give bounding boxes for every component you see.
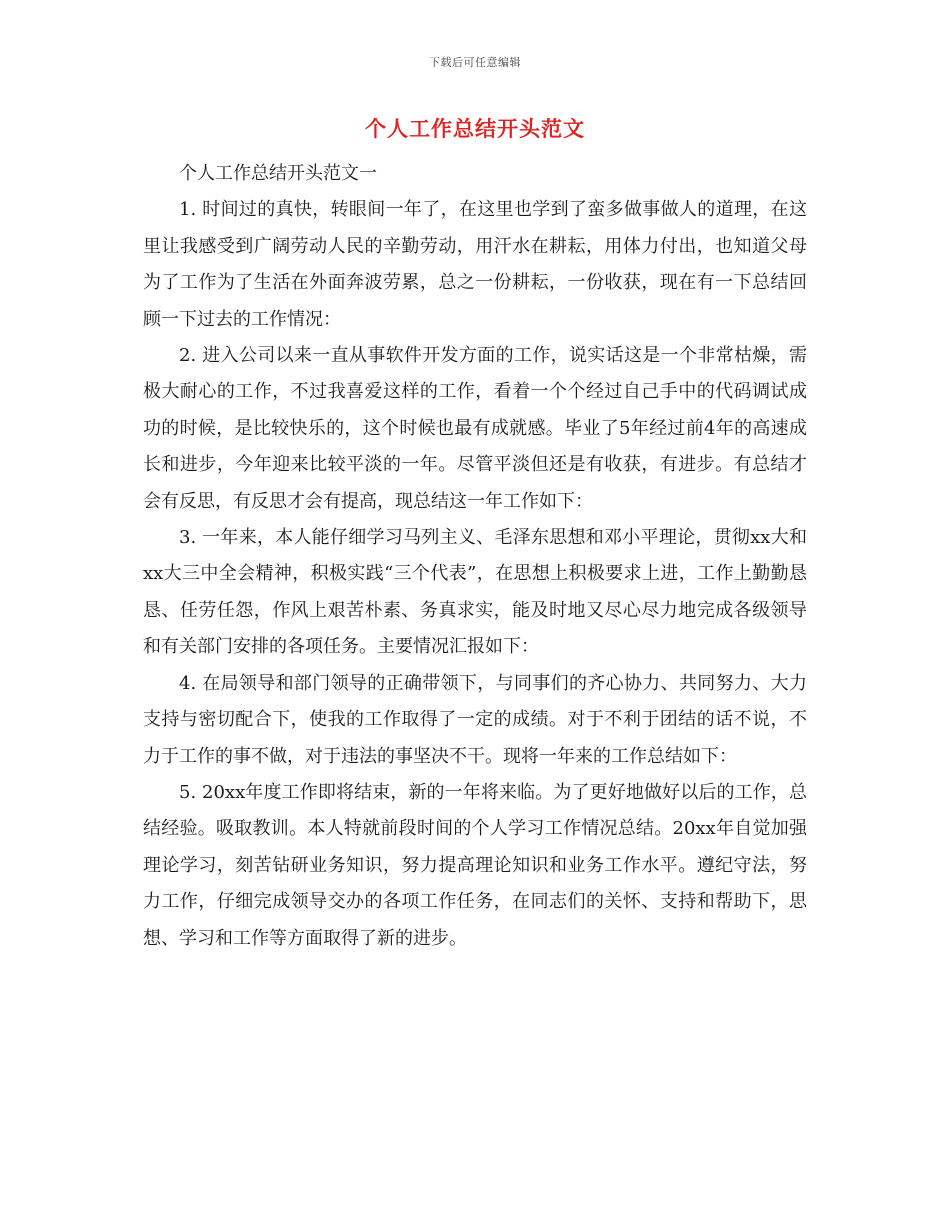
document-title: 个人工作总结开头范文 [365,116,585,141]
section-heading: 个人工作总结开头范文一 [179,163,377,184]
paragraph-2: 2. 进入公司以来一直从事软件开发方面的工作，说实话这是一个非常枯燥，需极大耐心的工作，不过我喜爱这样的工作，看着一个个经过自己手中的代码调试成功的时候，是比较快乐的，这个时候也最有成就感。毕业了5年经过前4年的高速成长和进步，今年迎来比较平淡的一年。尽管平淡但还是有收获，有进步。有总结才会有反思，有反思才会有提高，现总结这一年工作如下： [143,345,807,512]
paragraph-1: 1. 时间过的真快，转眼间一年了，在这里也学到了蛮多做事做人的道理，在这里让我感受到广阔劳动人民的辛勤劳动，用汗水在耕耘，用体力付出，也知道父母为了工作为了生活在外面奔波劳累，总之一份耕耘，一份收获，现在有一下总结回顾一下过去的工作情况： [143,199,807,330]
document-body [143,156,807,957]
page-header: 下载后可任意编辑 [429,56,521,69]
paragraph-5: 5. 20xx年度工作即将结束，新的一年将来临。为了更好地做好以后的工作，总结经验。吸取教训。本人特就前段时间的个人学习工作情况总结。20xx年自觉加强理论学习，刻苦钻研业务知识，努力提高理论知识和业务工作水平。遵纪守法，努力工作，仔细完成领导交办的各项工作任务，在同志们的关怀、支持和帮助下，思想、学习和工作等方面取得了新的进步。 [143,781,807,949]
paragraph-3: 3. 一年来，本人能仔细学习马列主义、毛泽东思想和邓小平理论，贯彻xx大和xx大三中全会精神，积极实践“三个代表”，在思想上积极要求上进，工作上勤勤恳恳、任劳任怨，作风上艰苦朴素、务真求实，能及时地又尽心尽力地完成各级领导和有关部门安排的各项任务。主要情况汇报如下： [143,527,807,658]
paragraph-4: 4. 在局领导和部门领导的正确带领下，与同事们的齐心协力、共同努力、大力支持与密切配合下，使我的工作取得了一定的成绩。对于不利于团结的话不说，不力于工作的事不做，对于违法的事坚决不干。现将一年来的工作总结如下： [143,672,807,767]
